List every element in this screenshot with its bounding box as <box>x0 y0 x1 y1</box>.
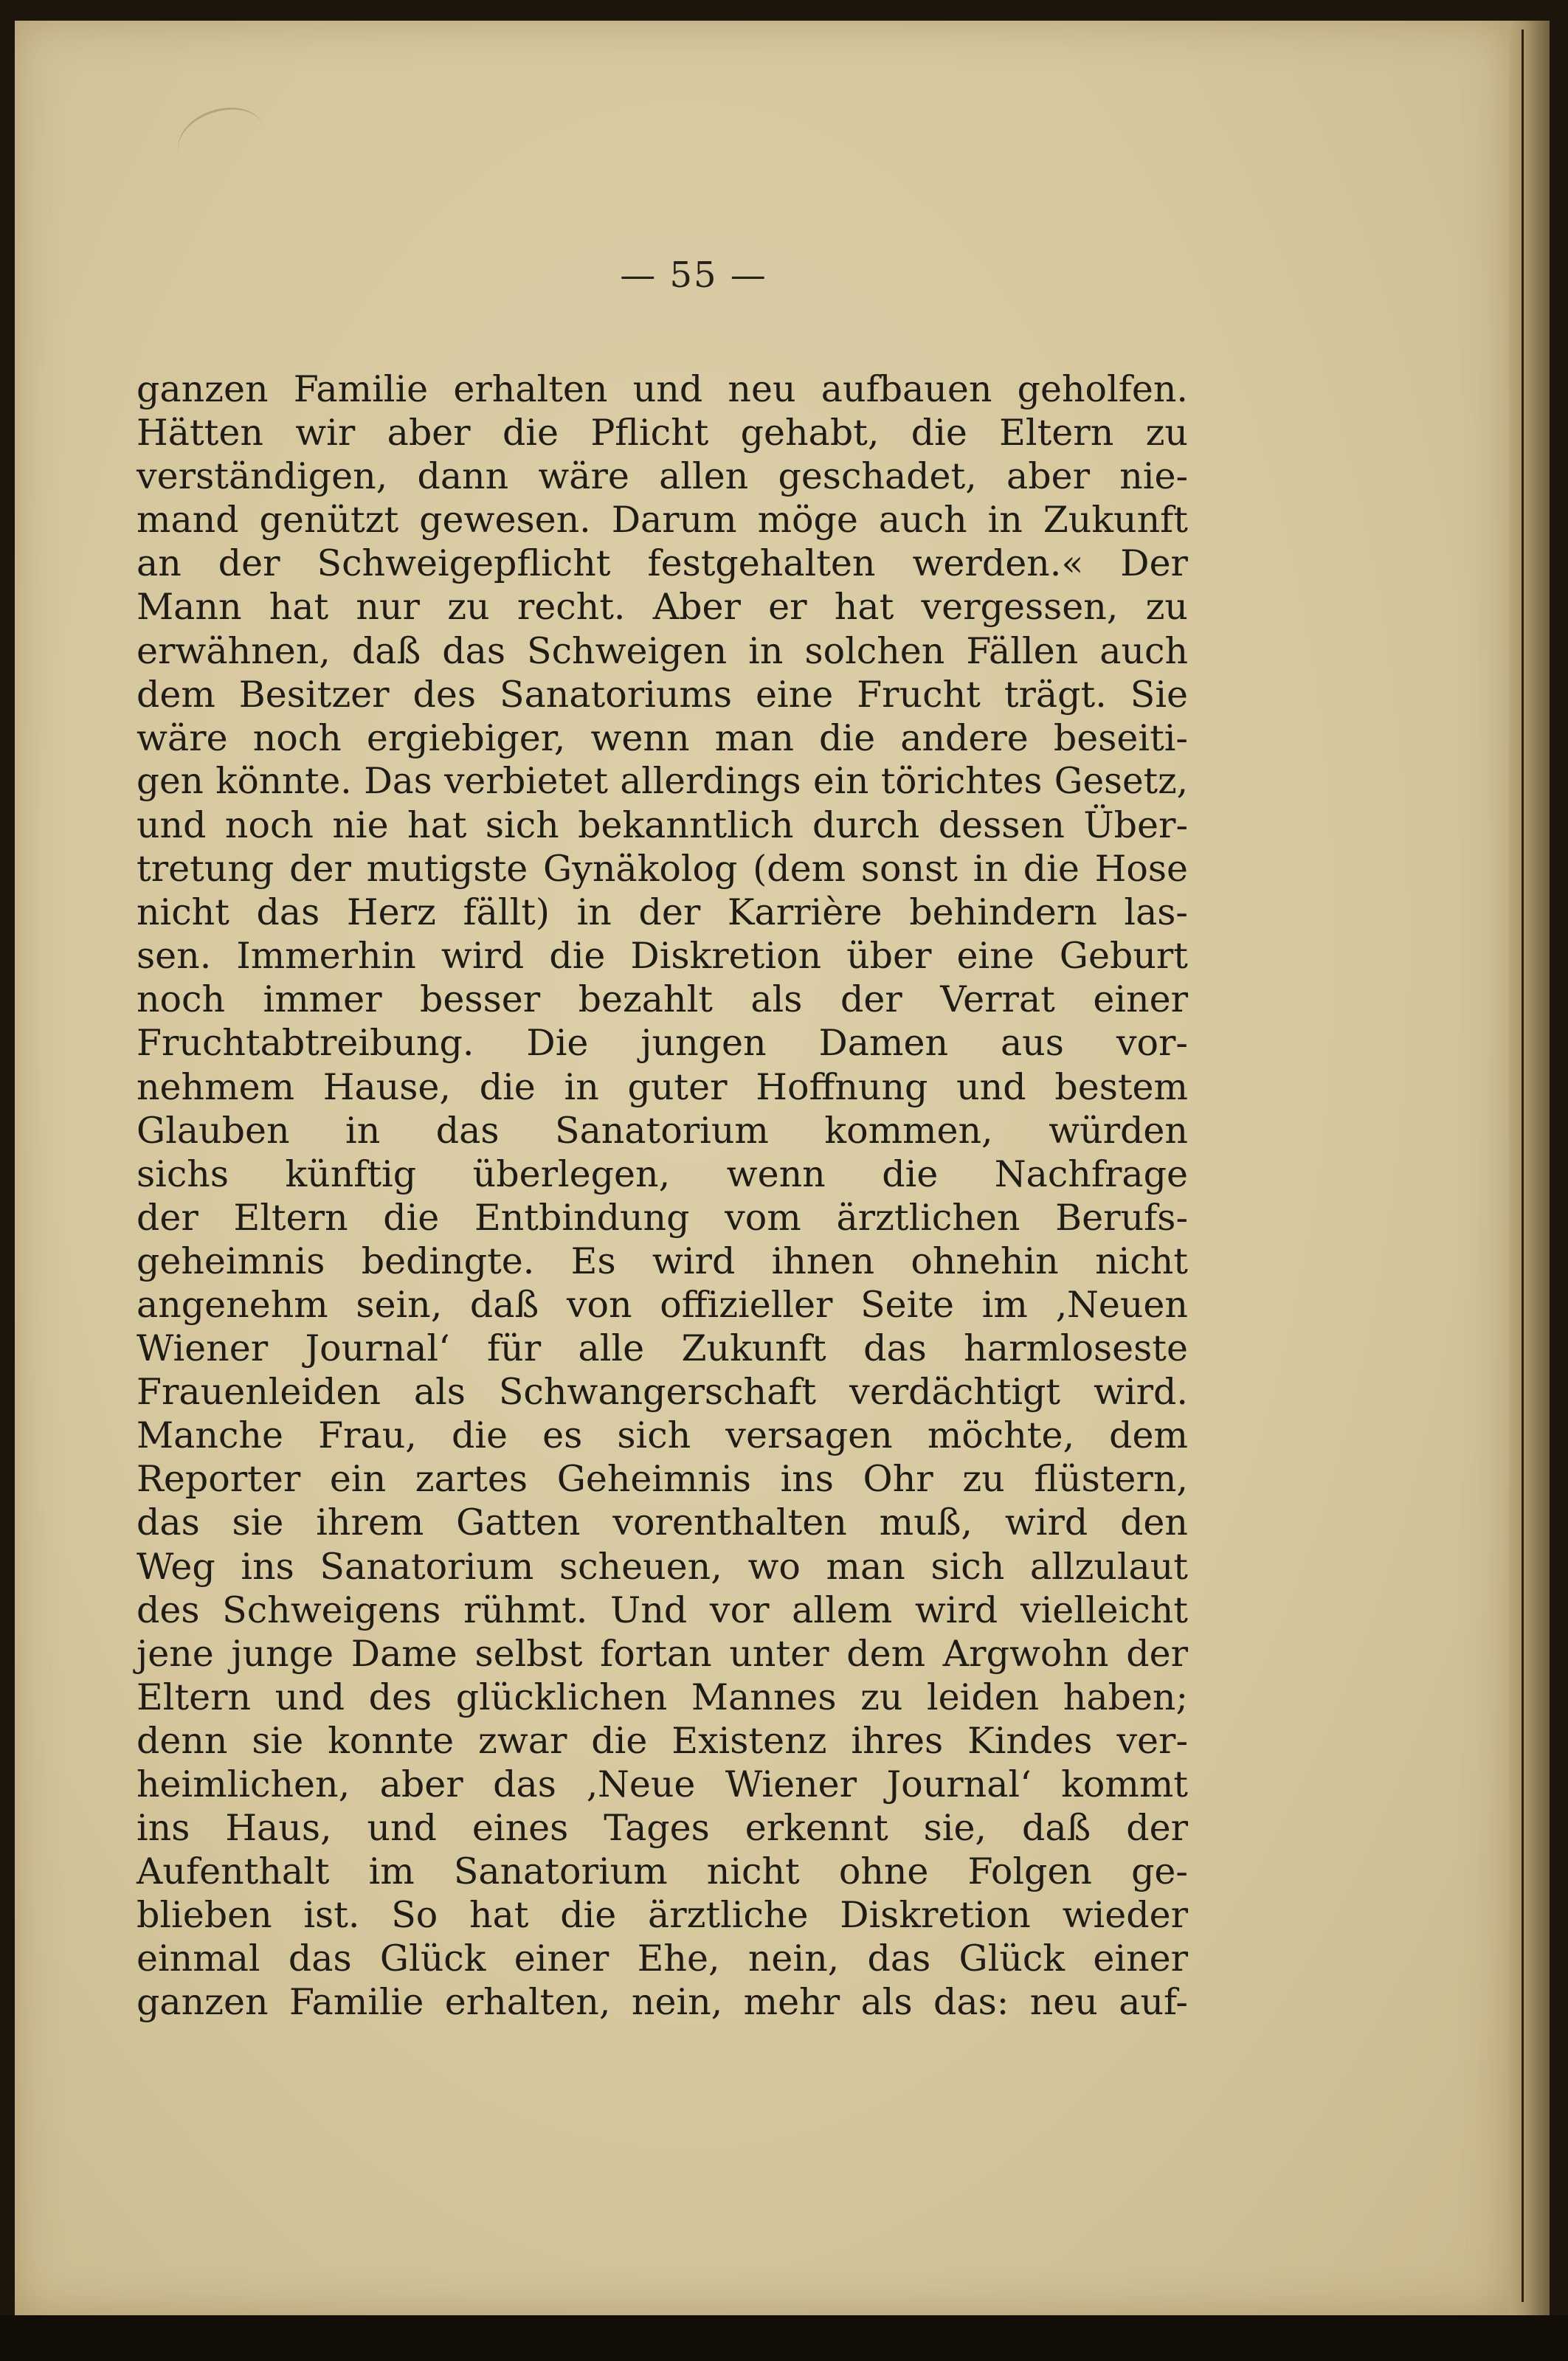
text-line: Reporter ein zartes Geheimnis ins Ohr zu flüstern, <box>137 1458 1188 1501</box>
text-line: noch immer besser bezahlt als der Verrat einer <box>137 978 1188 1021</box>
text-line: geheimnis bedingte. Es wird ihnen ohnehin nicht <box>137 1240 1188 1282</box>
text-line: einmal das Glück einer Ehe, nein, das Glück einer <box>137 1937 1188 1980</box>
text-line: dem Besitzer des Sanatoriums eine Frucht trägt. Sie <box>137 673 1188 716</box>
scan-shadow <box>0 2315 1568 2361</box>
text-line: Frauenleiden als Schwangerschaft verdächtigt wird. <box>137 1371 1188 1414</box>
text-line: heimlichen, aber das ‚Neue Wiener Journal‘ kommt <box>137 1763 1188 1805</box>
page-edge-line <box>1522 30 1524 2302</box>
text-line: Wiener Journal‘ für alle Zukunft das harmloseste <box>137 1327 1188 1370</box>
text-line: mand genützt gewesen. Darum möge auch in Zukunft <box>137 499 1188 542</box>
text-line: verständigen, dann wäre allen geschadet, aber nie- <box>137 455 1188 498</box>
text-line: Eltern und des glücklichen Mannes zu leiden haben; <box>137 1676 1188 1718</box>
text-line: das sie ihrem Gatten vorenthalten muß, wird den <box>137 1501 1188 1544</box>
text-line: blieben ist. So hat die ärztliche Diskretion wieder <box>137 1894 1188 1937</box>
text-line: Mann hat nur zu recht. Aber er hat vergessen, zu <box>137 586 1188 629</box>
text-line: Weg ins Sanatorium scheuen, wo man sich allzulaut <box>137 1545 1188 1588</box>
text-line: Fruchtabtreibung. Die jungen Damen aus vor- <box>137 1022 1188 1065</box>
text-line: ins Haus, und eines Tages erkennt sie, daß der <box>137 1807 1188 1850</box>
text-line: gen könnte. Das verbietet allerdings ein törichtes Gesetz, <box>137 760 1188 802</box>
text-line: und noch nie hat sich bekanntlich durch dessen Über- <box>137 803 1188 846</box>
text-line: der Eltern die Entbindung vom ärztlichen Berufs- <box>137 1196 1188 1239</box>
text-line: sen. Immerhin wird die Diskretion über eine Geburt <box>137 935 1188 978</box>
text-line: sichs künftig überlegen, wenn die Nachfrage <box>137 1152 1188 1195</box>
body-text <box>137 367 1188 2025</box>
page-edge <box>1509 21 1550 2337</box>
text-line: ganzen Familie erhalten und neu aufbauen geholfen. <box>137 368 1188 410</box>
text-line: erwähnen, daß das Schweigen in solchen Fällen auch <box>137 629 1188 672</box>
text-line: des Schweigens rühmt. Und vor allem wird vielleicht <box>137 1589 1188 1631</box>
text-line: wäre noch ergiebiger, wenn man die andere beseiti- <box>137 716 1188 759</box>
text-line: Glauben in das Sanatorium kommen, würden <box>137 1109 1188 1152</box>
text-line: denn sie konnte zwar die Existenz ihres Kindes ver- <box>137 1719 1188 1762</box>
text-line: an der Schweigepflicht festgehalten werden.« Der <box>137 542 1188 585</box>
paper-crease <box>170 97 273 182</box>
text-line: Aufenthalt im Sanatorium nicht ohne Folgen ge- <box>137 1850 1188 1893</box>
text-line: nicht das Herz fällt) in der Karrière behindern las- <box>137 891 1188 934</box>
text-line: tretung der mutigste Gynäkolog (dem sonst in die Hose <box>137 848 1188 891</box>
text-line: angenehm sein, daß von offizieller Seite im ‚Neuen <box>137 1283 1188 1326</box>
text-line: nehmem Hause, die in guter Hoffnung und bestem <box>137 1065 1188 1108</box>
page-number: — 55 — <box>620 255 767 296</box>
text-line: Hätten wir aber die Pflicht gehabt, die Eltern zu <box>137 412 1188 454</box>
text-line: Manche Frau, die es sich versagen möchte, dem <box>137 1414 1188 1457</box>
text-line: jene junge Dame selbst fortan unter dem Argwohn der <box>137 1632 1188 1675</box>
text-line: ganzen Familie erhalten, nein, mehr als das: neu auf- <box>137 1981 1188 2024</box>
